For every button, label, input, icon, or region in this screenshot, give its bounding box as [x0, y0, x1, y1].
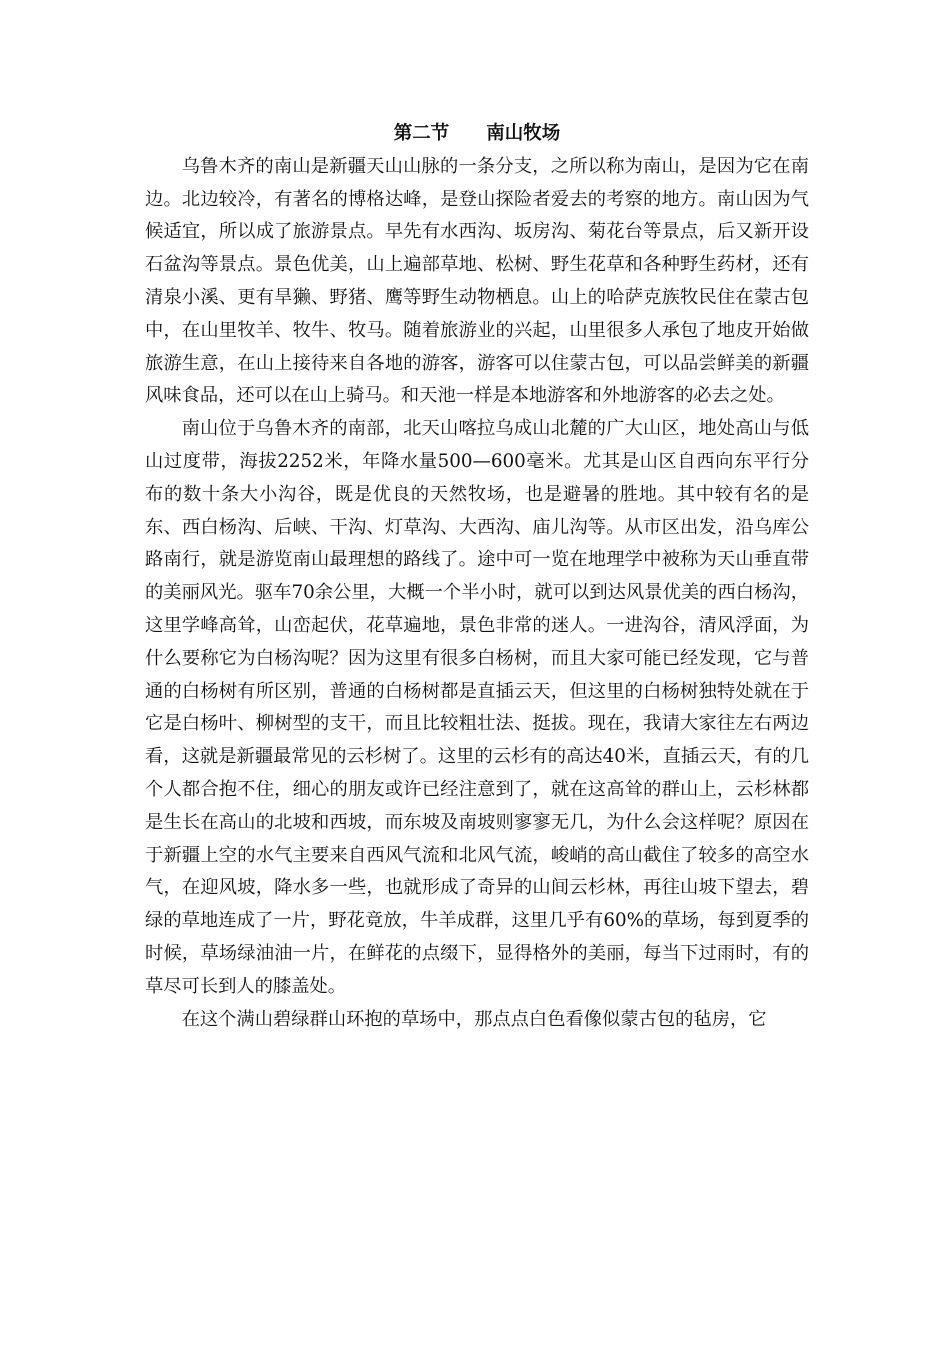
- document-body: [145, 118, 809, 1036]
- paragraph: 在这个满山碧绿群山环抱的草场中，那点点白色看像似蒙古包的毡房，它: [181, 1008, 767, 1030]
- paragraph: 乌鲁木齐的南山是新疆天山山脉的一条分支，之所以称为南山，是因为它在南边。北边较冷，有著名的博格达峰，是登山探险者爱去的考察的地方。南山因为气候适宜，所以成了旅游景点。早先有水西沟、坂房沟、菊花台等景点，后又新开设石盆沟等景点。景色优美，山上遍部草地、松树、野生花草和各种野生药材，还有清泉小溪、更有旱獭、野猪、鹰等野生动物栖息。山上的哈萨克族牧民住在蒙古包中，在山里牧羊、牧牛、牧马。随着旅游业的兴起，山里很多人承包了地皮开始做旅游生意，在山上接待来自各地的游客，游客可以住蒙古包，可以品尝鲜美的新疆风味食品，还可以在山上骑马。和天池一样是本地游客和外地游客的必去之处。: [145, 155, 809, 407]
- section-title: 第二节 南山牧场: [393, 123, 561, 144]
- paragraph: 南山位于乌鲁木齐的南部，北天山喀拉乌成山北麓的广大山区，地处高山与低山过度带，海拔2252米，年降水量500—600毫米。尤其是山区自西向东平行分布的数十条大小沟谷，既是优良的天然牧场，也是避暑的胜地。其中较有名的是东、西白杨沟、后峡、干沟、灯草沟、大西沟、庙儿沟等。从市区出发，沿乌库公路南行，就是游览南山最理想的路线了。途中可一览在地理学中被称为天山垂直带的美丽风光。驱车70余公里，大概一个半小时，就可以到达风景优美的西白杨沟，这里学峰高耸，山峦起伏，花草遍地，景色非常的迷人。一进沟谷，清风浮面，为什么要称它为白杨沟呢？因为这里有很多白杨树，而且大家可能已经发现，它与普通的白杨树有所区别，普通的白杨树都是直插云天，但这里的白杨树独特处就在于它是白杨叶、柳树型的支干，而且比较粗壮法、挺拔。现在，我请大家往左右两边看，这就是新疆最常见的云杉树了。这里的云杉有的高达40米，直插云天，有的几个人都合抱不住，细心的朋友或许已经注意到了，就在这高耸的群山上，云杉林都是生长在高山的北坡和西坡，而东坡及南坡则寥寥无几，为什么会这样呢？原因在于新疆上空的水气主要来自西风气流和北风气流，峻峭的高山截住了较多的高空水气，在迎风坡，降水多一些，也就形成了奇异的山间云杉林，再往山坡下望去，碧绿的草地连成了一片，野花竟放，牛羊成群，这里几乎有60%的草场，每到夏季的时候，草场绿油油一片，在鲜花的点缀下，显得格外的美丽，每当下过雨时，有的草尽可长到人的膝盖处。: [145, 418, 809, 997]
